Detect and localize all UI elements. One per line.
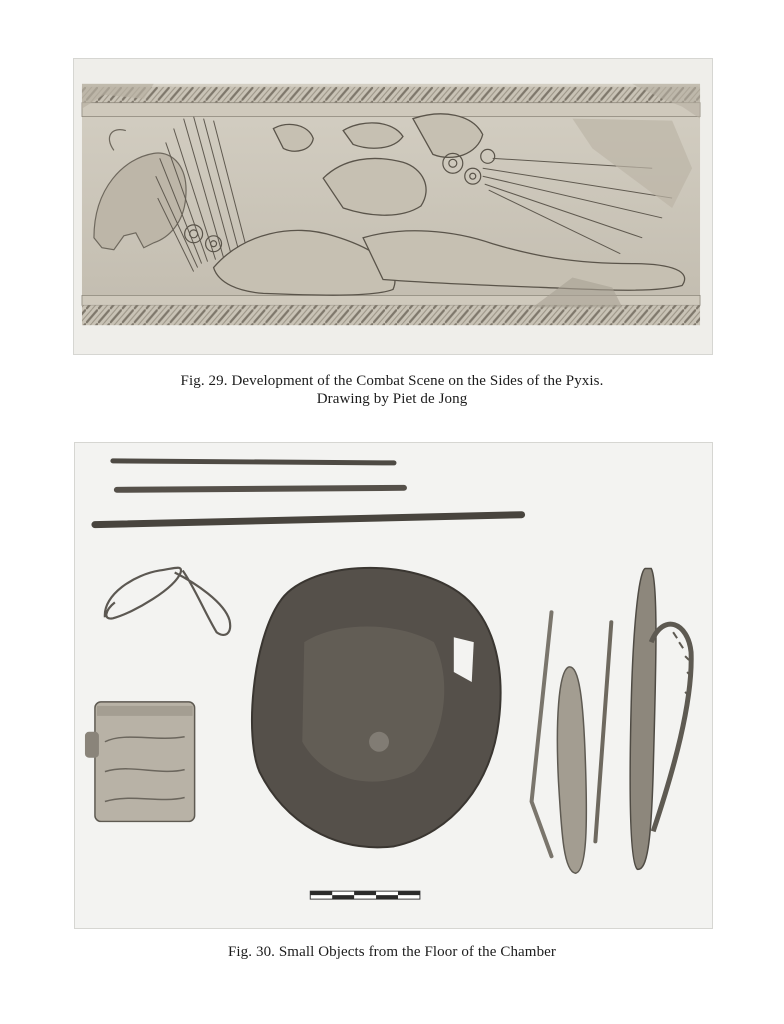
bone-pins-and-comb [532,568,692,873]
lower-rope-border [82,305,700,325]
figure-29-caption-line-2: Drawing by Piet de Jong [316,391,468,407]
figure-30-caption-line-1: Fig. 30. Small Objects from the Floor of the Chamber [227,944,557,960]
figure-30-caption [0,943,784,961]
scale-bar [310,891,420,899]
figure-29-caption-line-1: Fig. 29. Development of the Combat Scene on the Sides of the Pyxis. [180,373,604,389]
bronze-rods [95,461,522,525]
ivory-pyxis [85,702,195,822]
figure-29-frieze-drawing [73,58,713,355]
upper-rope-border [82,87,700,103]
figure-29-caption [0,372,784,408]
frieze-relief-illustration [74,59,712,354]
figure-30-objects-photo [74,442,713,929]
wire-loop [105,568,230,635]
corroded-bronze-disc [252,568,501,847]
small-objects-illustration [75,443,712,928]
